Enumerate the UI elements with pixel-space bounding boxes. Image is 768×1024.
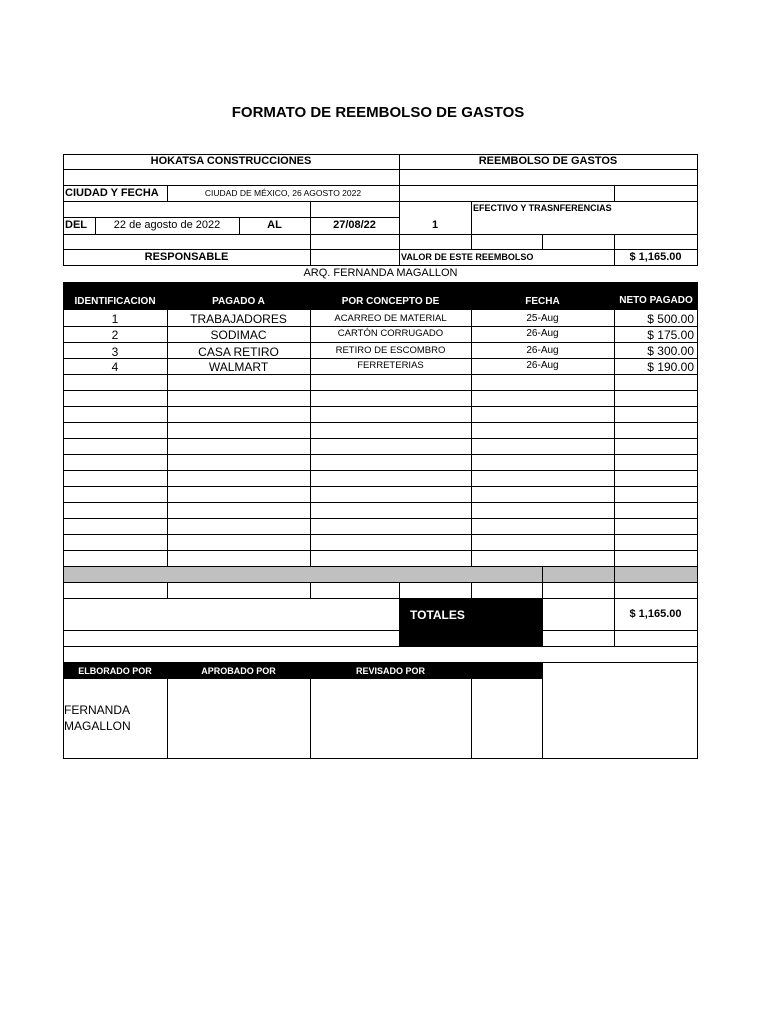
- company-name: HOKATSA CONSTRUCCIONES: [150, 155, 312, 167]
- aprobado-label: APROBADO POR: [201, 666, 276, 676]
- valor-value: $ 1,165.00: [629, 251, 682, 263]
- col-header-pagado-a: PAGADO A: [212, 296, 265, 307]
- page-title: FORMATO DE REEMBOLSO DE GASTOS: [231, 104, 525, 121]
- del-label: DEL: [65, 219, 87, 231]
- col-header-neto-pagado: NETO PAGADO: [619, 295, 693, 306]
- responsable-value: ARQ. FERNANDA MAGALLON: [303, 267, 458, 279]
- cell-neto: $ 190.00: [647, 360, 694, 374]
- payment-method: EFECTIVO Y TRASNFERENCIAS: [473, 203, 612, 213]
- cell-pagado: WALMART: [208, 360, 269, 374]
- cell-fecha: 26-Aug: [526, 345, 559, 356]
- col-header-fecha: FECHA: [525, 296, 560, 307]
- cell-neto: $ 500.00: [647, 312, 694, 326]
- cell-pagado: SODIMAC: [210, 328, 267, 342]
- cell-pagado: TRABAJADORES: [190, 312, 287, 326]
- al-value: 27/08/22: [333, 219, 376, 231]
- totals-value: $ 1,165.00: [629, 608, 682, 620]
- ciudad-label: CIUDAD Y FECHA: [65, 187, 159, 199]
- valor-label: VALOR DE ESTE REEMBOLSO: [401, 252, 534, 262]
- cell-id: 3: [111, 345, 119, 359]
- cell-id: 2: [111, 328, 119, 342]
- form-number: 1: [431, 219, 439, 231]
- elaborado-name-line2: MAGALLON: [64, 719, 131, 733]
- cell-fecha: 25-Aug: [526, 313, 559, 324]
- cell-concepto: CARTÓN CORRUGADO: [337, 328, 444, 339]
- del-value: 22 de agosto de 2022: [113, 219, 221, 231]
- cell-id: 1: [111, 312, 119, 326]
- cell-concepto: ACARREO DE MATERIAL: [334, 313, 447, 324]
- col-header-identificacion: IDENTIFICACION: [74, 296, 156, 307]
- cell-fecha: 26-Aug: [526, 360, 559, 371]
- cell-fecha: 26-Aug: [526, 328, 559, 339]
- cell-pagado: CASA RETIRO: [198, 345, 279, 359]
- ciudad-value: CIUDAD DE MÉXICO, 26 AGOSTO 2022: [204, 188, 362, 198]
- cell-concepto: RETIRO DE ESCOMBRO: [335, 345, 446, 356]
- cell-neto: $ 300.00: [647, 344, 694, 358]
- cell-neto: $ 175.00: [647, 328, 694, 342]
- elaborado-name-line1: FERNANDA: [64, 703, 131, 717]
- cell-concepto: FERRETERIAS: [357, 360, 424, 371]
- col-header-concepto: POR CONCEPTO DE: [341, 296, 440, 307]
- elaborado-label: ELBORADO POR: [78, 666, 152, 676]
- al-label: AL: [267, 219, 282, 231]
- totals-label: TOTALES: [410, 608, 465, 622]
- cell-id: 4: [111, 360, 119, 374]
- form-name: REEMBOLSO DE GASTOS: [478, 155, 618, 167]
- responsable-label: RESPONSABLE: [144, 251, 229, 263]
- revisado-label: REVISADO POR: [355, 666, 425, 676]
